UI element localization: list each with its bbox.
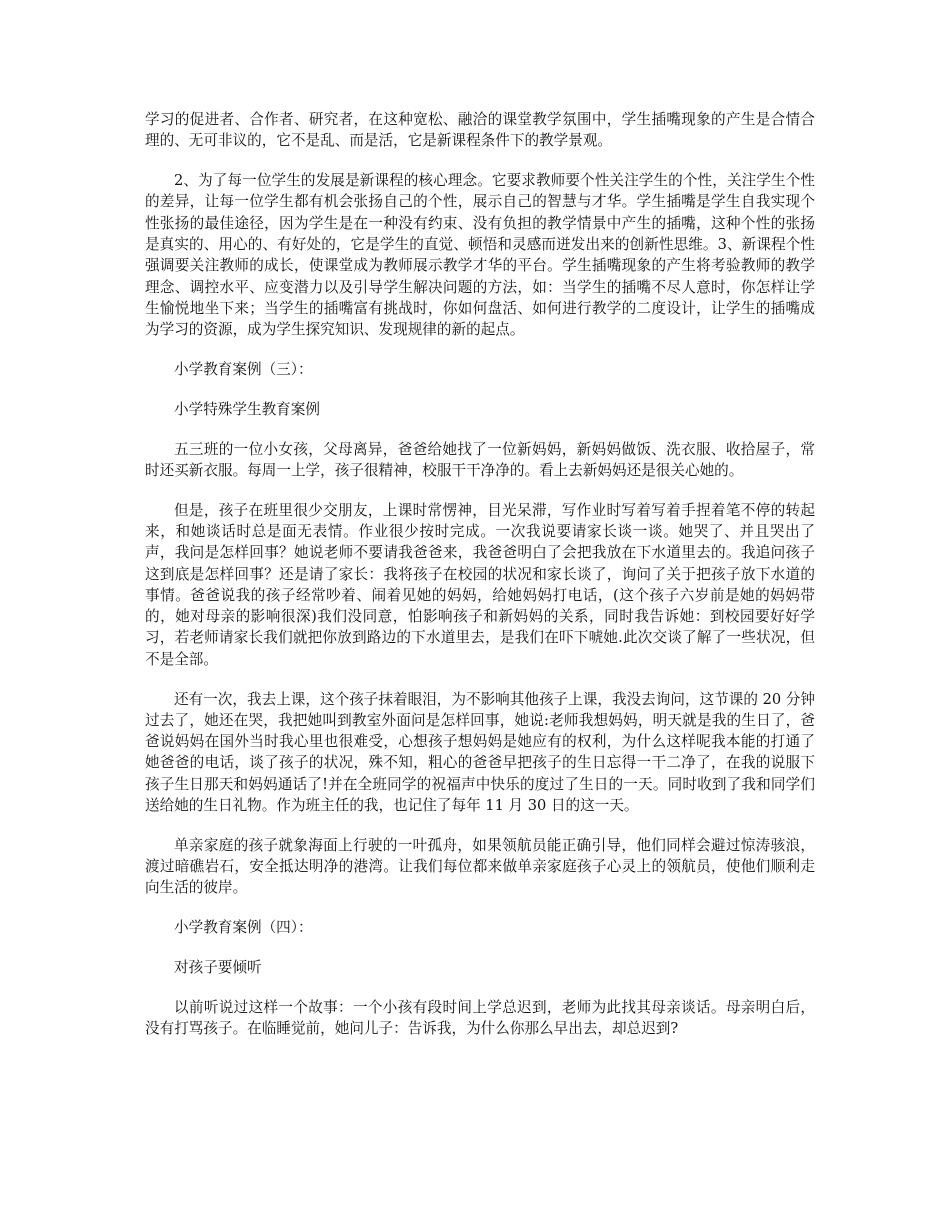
section-subheading: 对孩子要倾听 — [174, 959, 262, 976]
paragraph: 还有一次，我去上课，这个孩子抹着眼泪，为不影响其他孩子上课，我没去询问，这节课的 20 分钟过去了，她还在哭，我把她叫到教室外面问是怎样回事，她说:老师我想妈妈，明天就是我的生日了，爸爸说妈妈在国外当时我心里也很难受，心想孩子想妈妈是她应有的权利，为什么这样呢我本能的打通了她爸爸的电话，谈了孩子的状况，殊不知，粗心的爸爸早把孩子的生日忘得一干二净了，在我的说服下孩子生日那天和妈妈通话了!并在全班同学的祝福声中快乐的度过了生日的一天。同时收到了我和同学们送给她的生日礼物。作为班主任的我，也记住了每年 11 月 30 日的这一天。 — [145, 690, 815, 815]
paragraph: 学习的促进者、合作者、研究者，在这种宽松、融洽的课堂教学氛围中，学生插嘴现象的产生是合情合理的、无可非议的，它不是乱、而是活，它是新课程条件下的教学景观。 — [145, 111, 815, 150]
paragraph: 单亲家庭的孩子就象海面上行驶的一叶孤舟，如果领航员能正确引导，他们同样会避过惊涛骇浪，渡过暗礁岩石，安全抵达明净的港湾。让我们每位都来做单亲家庭孩子心灵上的领航员，使他们顺利走向生活的彼岸。 — [145, 836, 815, 897]
paragraph: 以前听说过这样一个故事：一个小孩有段时间上学总迟到，老师为此找其母亲谈话。母亲明白后，没有打骂孩子。在临睡觉前，她问儿子：告诉我，为什么你那么早出去，却总迟到? — [145, 998, 815, 1038]
paragraph: 五三班的一位小女孩，父母离异，爸爸给她找了一位新妈妈，新妈妈做饭、洗衣服、收拾屋子，常时还买新衣服。每周一上学，孩子很精神，校服干干净净的。看上去新妈妈还是很关心她的。 — [145, 440, 815, 479]
section-heading: 小学教育案例（四）： — [174, 919, 313, 937]
paragraph: 2、为了每一位学生的发展是新课程的核心理念。它要求教师要个性关注学生的个性，关注学生个性的差异，让每一位学生都有机会张扬自己的个性，展示自己的智慧与才华。学生插嘴是学生自我实现个性张扬的最佳途径，因为学生是在一种没有约束、没有负担的教学情景中产生的插嘴，这种个性的张扬是真实的、用心的、有好处的，它是学生的直觉、顿悟和灵感而迸发出来的创新性思维。3、新课程个性强调要关注教师的成长，使课堂成为教师展示教学才华的平台。学生插嘴现象的产生将考验教师的教学理念、调控水平、应变潜力以及引导学生解决问题的方法，如：当学生的插嘴不尽人意时，你怎样让学生愉悦地坐下来；当学生的插嘴富有挑战时，你如何盘活、如何进行教学的二度设计，让学生的插嘴成为学习的资源，成为学生探究知识、发现规律的新的起点。 — [145, 172, 815, 339]
section-subheading: 小学特殊学生教育案例 — [174, 400, 320, 418]
section-heading: 小学教育案例（三）： — [174, 360, 313, 378]
document-body — [145, 109, 815, 1058]
paragraph: 但是，孩子在班里很少交朋友，上课时常愣神，目光呆滞，写作业时写着写着手捏着笔不停的转起来，和她谈话时总是面无表情。作业很少按时完成。一次我说要请家长谈一谈。她哭了、并且哭出了声，我问是怎样回事？她说老师不要请我爸爸来，我爸爸明白了会把我放在下水道里去的。我追问孩子这到底是怎样回事？还是请了家长：我将孩子在校园的状况和家长谈了，询问了关于把孩子放下水道的事情。爸爸说我的孩子经常吵着、闹着见她的妈妈，给她妈妈打电话，(这个孩子六岁前是她的妈妈带的，她对母亲的影响很深)我们没同意，怕影响孩子和新妈妈的关系，同时我告诉她：到校园要好好学习，若老师请家长我们就把你放到路边的下水道里去，是我们在吓下唬她.此次交谈了解了一些状况，但不是全部。 — [145, 501, 815, 668]
